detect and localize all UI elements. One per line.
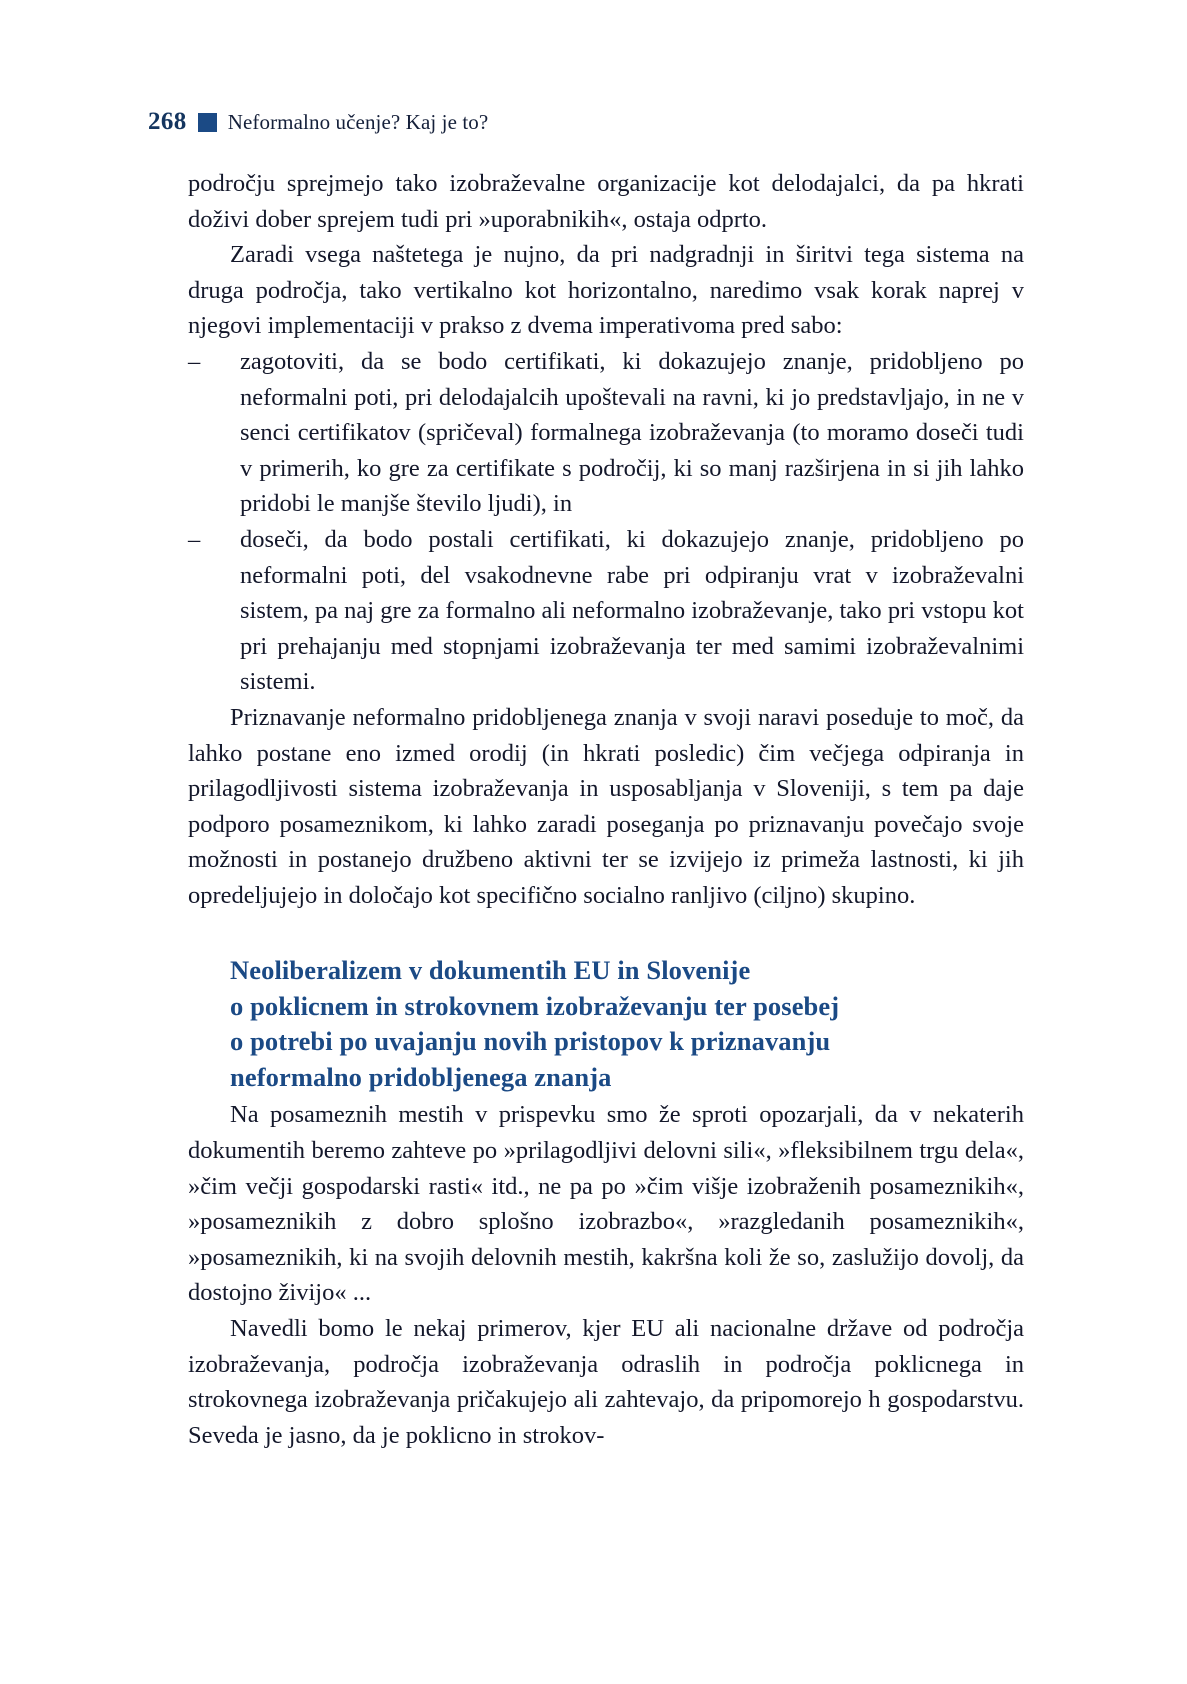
paragraph-1: področju sprejmejo tako izobraževalne organizacije kot delodajalci, da pa hkrati doživi dober sprejem tudi pri »uporabnikih«, ostaja odprto. — [188, 170, 1024, 233]
page-body — [188, 166, 1024, 1453]
section-heading-line-2: o poklicnem in strokovnem izobraževanju ter posebej — [230, 990, 840, 1021]
square-marker-icon — [198, 113, 217, 132]
paragraph-3: Priznavanje neformalno pridobljenega znanja v svoji naravi poseduje to moč, da lahko postane eno izmed orodij (in hkrati posledic) čim večjega odpiranja in prilagodljivosti sistema izobraževanja in usposabljanja v Sloveniji, s tem pa daje podporo posameznikom, ki lahko zaradi poseganja po priznavanju povečajo svoje možnosti in postanejo družbeno aktivni ter se izvijejo iz primeža lastnosti, ki jih opredeljujejo in določajo kot specifično socialno ranljivo (ciljno) skupino. — [188, 703, 1024, 909]
list-item-text: zagotoviti, da se bodo certifikati, ki dokazujejo znanje, pridobljeno po neformalni poti, pri delodajalcih upoštevali na ravni, ki jo predstavljajo, in ne v senci certifikatov (spričeval) formalnega izobraževanja (to moramo doseči tudi v primerih, ko gre za certifikate s področij, ki so manj razširjena in si jih lahko pridobi le manjše število ljudi), in — [240, 347, 1024, 518]
section-heading-line-3: o potrebi po uvajanju novih pristopov k priznavanju — [230, 1026, 831, 1057]
list-item — [188, 344, 1024, 522]
paragraph-4: Na posameznih mestih v prispevku smo že sproti opozarjali, da v nekaterih dokumentih beremo zahteve po »prilagodljivi delovni sili«, »fleksibilnem trgu dela«, »čim večji gospodarski rasti« itd., ne pa po »čim višje izobraženih posameznikih«, »posameznikih z dobro splošno izobrazbo«, »razgledanih posameznikih«, »posameznikih, ki na svojih delovnih mestih, kakršna koli že so, zaslužijo dovolj, da dostojno živijo« ... — [188, 1101, 1024, 1307]
bulleted-list — [188, 344, 1024, 700]
list-item-text: doseči, da bodo postali certifikati, ki dokazujejo znanje, pridobljeno po neformalni poti, del vsakodnevne rabe pri odpiranju vrat v izobraževalni sistem, pa naj gre za formalno ali neformalno izobraževanje, tako pri vstopu kot pri prehajanju med stopnjami izobraževanja ter med samimi izobraževalnimi sistemi. — [240, 525, 1024, 696]
paragraph-2: Zaradi vsega naštetega je nujno, da pri nadgradnji in širitvi tega sistema na druga področja, tako vertikalno kot horizontalno, naredimo vsak korak naprej v njegovi implementaciji v prakso z dvema imperativoma pred sabo: — [188, 241, 1024, 340]
section-heading-line-1: Neoliberalizem v dokumentih EU in Slovenije — [230, 955, 751, 986]
page-number: 268 — [148, 108, 187, 135]
page-header — [148, 108, 488, 136]
list-item — [188, 522, 1024, 700]
running-head: Neformalno učenje? Kaj je to? — [227, 109, 489, 134]
list-dash-marker: – — [188, 525, 201, 553]
section-heading — [230, 953, 1024, 1095]
list-dash-marker: – — [188, 347, 201, 375]
paragraph-5: Navedli bomo le nekaj primerov, kjer EU ali nacionalne države od področja izobraževanja, področja izobraževanja odraslih in področja poklicnega in strokovnega izobraževanja pričakujejo ali zahtevajo, da pripomorejo h gospodarstvu. Seveda je jasno, da je poklicno in strokov- — [188, 1315, 1024, 1449]
section-heading-line-4: neformalno pridobljenega znanja — [230, 1061, 612, 1092]
